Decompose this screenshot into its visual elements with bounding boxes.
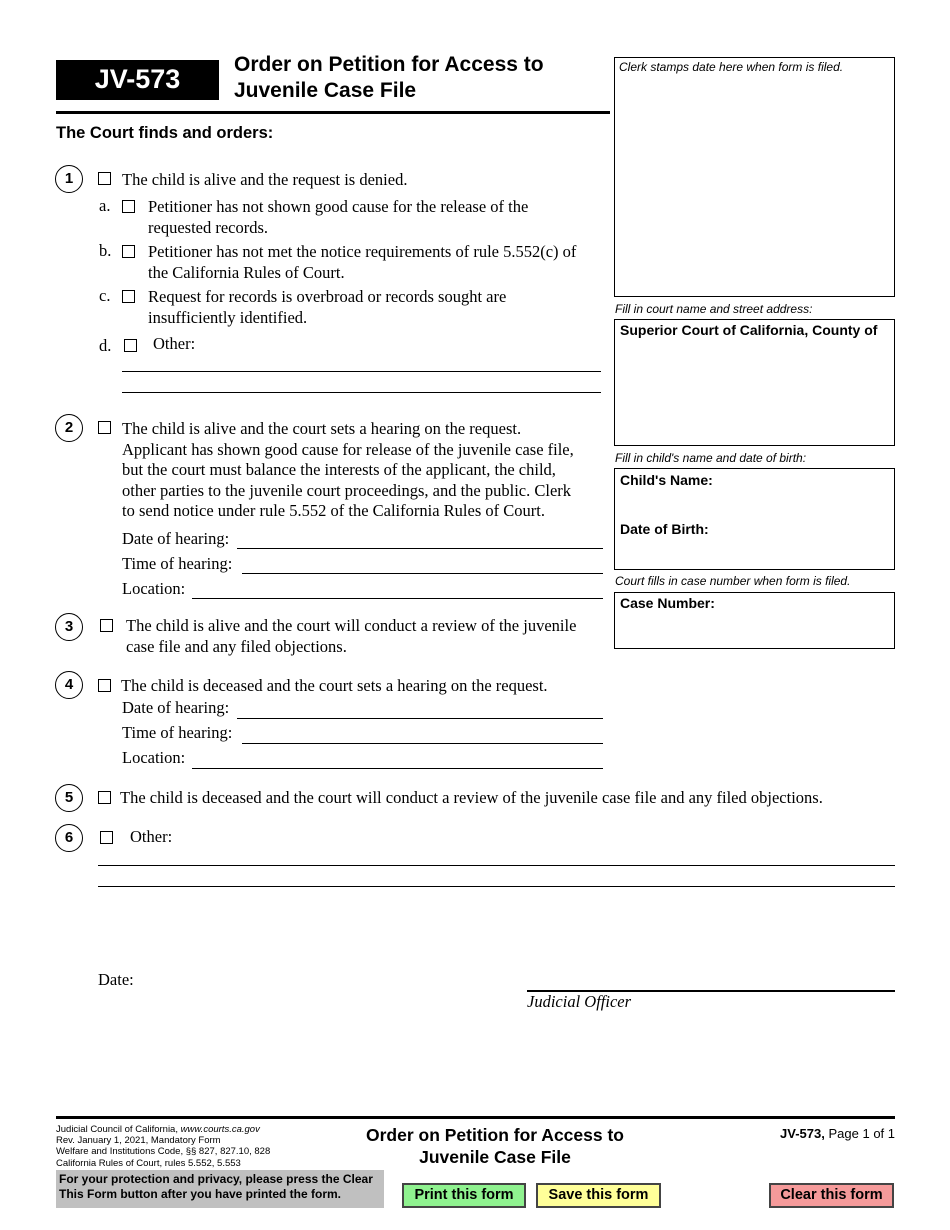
- item-number-2: 2: [55, 414, 83, 442]
- item2-line1: The child is alive and the court sets a hearing on the request.: [122, 419, 522, 438]
- footer-council-line: [56, 1124, 270, 1135]
- item2-location-field[interactable]: [192, 598, 603, 599]
- item3-line1: The child is alive and the court will conduct a review of the juvenile: [126, 616, 577, 635]
- case-number-caption: Court fills in case number when form is filed.: [615, 574, 851, 588]
- footer-title-line1: Order on Petition for Access to: [365, 1125, 624, 1145]
- item3-line2: case file and any filed objections.: [126, 636, 347, 656]
- form-id-badge: JV-573: [56, 60, 219, 100]
- item2-checkbox[interactable]: [98, 421, 111, 434]
- item1d-text: Other:: [153, 334, 196, 353]
- judicial-officer-label: Judicial Officer: [527, 992, 632, 1011]
- footer-website: www.courts.ca.gov: [180, 1124, 260, 1135]
- item3-checkbox[interactable]: [100, 619, 113, 632]
- item1b-text: [148, 242, 576, 283]
- item2-line5: to send notice under rule 5.552 of the California Rules of Court.: [122, 501, 545, 520]
- item4-time-field[interactable]: [242, 743, 603, 744]
- child-name-label: Child's Name:: [620, 472, 713, 488]
- item5-checkbox[interactable]: [98, 791, 111, 804]
- item-number-3: 3: [55, 613, 83, 641]
- court-address-box[interactable]: [614, 319, 895, 446]
- case-number-box[interactable]: [614, 592, 895, 649]
- item4-location-field[interactable]: [192, 768, 603, 769]
- item1c-text: [148, 287, 506, 328]
- form-title: [234, 52, 604, 104]
- item6-other-line-2[interactable]: [98, 886, 895, 887]
- item2-text: [122, 419, 574, 522]
- item1a-letter: a.: [99, 196, 111, 215]
- date-of-birth-label: Date of Birth:: [620, 521, 709, 537]
- item1a-checkbox[interactable]: [122, 200, 135, 213]
- child-info-box[interactable]: [614, 468, 895, 570]
- header-divider: [56, 111, 610, 114]
- item1c-line1: Request for records is overbroad or records sought are: [148, 287, 507, 306]
- item1b-checkbox[interactable]: [122, 245, 135, 258]
- item1-checkbox[interactable]: [98, 172, 111, 185]
- item4-text: The child is deceased and the court sets a hearing on the request.: [121, 676, 548, 695]
- item1a-line2: requested records.: [148, 217, 269, 237]
- item1b-letter: b.: [99, 241, 112, 260]
- privacy-line2: This Form button after you have printed the form.: [59, 1186, 342, 1201]
- item2-line3: but the court must balance the interests of the applicant, the child,: [122, 460, 556, 479]
- item1d-letter: d.: [99, 336, 112, 355]
- clerk-stamp-caption: Clerk stamps date here when form is filed.: [619, 60, 844, 74]
- footer-rules: California Rules of Court, rules 5.552, 5.553: [56, 1157, 241, 1169]
- item6-other-line-1[interactable]: [98, 865, 895, 866]
- item1a-line1: Petitioner has not shown good cause for the release of the: [148, 197, 529, 216]
- footer-divider: [56, 1116, 895, 1119]
- item-number-6: 6: [55, 824, 83, 852]
- item2-date-field[interactable]: [237, 548, 603, 549]
- item2-time-label: Time of hearing:: [122, 554, 233, 573]
- item1d-other-line-2[interactable]: [122, 392, 601, 393]
- item4-date-label: Date of hearing:: [122, 698, 230, 717]
- item-number-1: 1: [55, 165, 83, 193]
- clerk-stamp-box[interactable]: [614, 57, 895, 297]
- print-form-button[interactable]: Print this form: [402, 1183, 526, 1208]
- item1c-letter: c.: [99, 286, 111, 305]
- footer-council: Judicial Council of California,: [56, 1124, 178, 1135]
- item-number-5: 5: [55, 784, 83, 812]
- footer-code: Welfare and Institutions Code, §§ 827, 827.10, 828: [56, 1146, 271, 1158]
- privacy-notice: [56, 1170, 384, 1208]
- item1c-checkbox[interactable]: [122, 290, 135, 303]
- child-info-caption: Fill in child's name and date of birth:: [615, 451, 807, 465]
- court-address-caption: Fill in court name and street address:: [615, 302, 813, 316]
- form-title-line1: Order on Petition for Access to: [234, 53, 544, 76]
- clear-form-button[interactable]: Clear this form: [769, 1183, 894, 1208]
- court-finds-heading: The Court finds and orders:: [56, 124, 274, 142]
- item1d-checkbox[interactable]: [124, 339, 137, 352]
- item4-date-field[interactable]: [237, 718, 603, 719]
- item2-time-field[interactable]: [242, 573, 603, 574]
- footer-title-line2: Juvenile Case File: [419, 1147, 571, 1167]
- item1a-text: [148, 197, 528, 238]
- footer-form-ref: JV-573,: [780, 1126, 825, 1141]
- date-label: Date:: [98, 970, 134, 989]
- footer-title: [340, 1124, 650, 1168]
- item1b-line2: the California Rules of Court.: [148, 262, 345, 282]
- form-title-line2: Juvenile Case File: [234, 79, 417, 102]
- item1d-other-line-1[interactable]: [122, 371, 601, 372]
- footer-revision: Rev. January 1, 2021, Mandatory Form: [56, 1135, 221, 1147]
- item3-text: [126, 616, 576, 657]
- item4-time-label: Time of hearing:: [122, 723, 233, 742]
- case-number-label: Case Number:: [620, 595, 715, 611]
- item2-line2: Applicant has shown good cause for release of the juvenile case file,: [122, 439, 574, 459]
- court-name-label: Superior Court of California, County of: [620, 322, 878, 338]
- item6-checkbox[interactable]: [100, 831, 113, 844]
- item1b-line1: Petitioner has not met the notice requirements of rule 5.552(c) of: [148, 242, 577, 261]
- item4-location-label: Location:: [122, 748, 186, 767]
- item1c-line2: insufficiently identified.: [148, 307, 308, 327]
- item-number-4: 4: [55, 671, 83, 699]
- footer-page-number: Page 1 of 1: [828, 1126, 895, 1141]
- privacy-line1: For your protection and privacy, please press the Clear: [59, 1172, 373, 1186]
- item2-line4: other parties to the juvenile court proceedings, and the public. Clerk: [122, 480, 572, 500]
- item6-text: Other:: [130, 827, 173, 846]
- footer-citations: [56, 1124, 270, 1169]
- footer-page-ref: [700, 1126, 895, 1141]
- item1-text: The child is alive and the request is denied.: [122, 170, 408, 189]
- item2-date-label: Date of hearing:: [122, 529, 230, 548]
- save-form-button[interactable]: Save this form: [536, 1183, 661, 1208]
- item2-location-label: Location:: [122, 579, 186, 598]
- item5-text: The child is deceased and the court will conduct a review of the juvenile case file and any filed objections.: [120, 788, 823, 807]
- item4-checkbox[interactable]: [98, 679, 111, 692]
